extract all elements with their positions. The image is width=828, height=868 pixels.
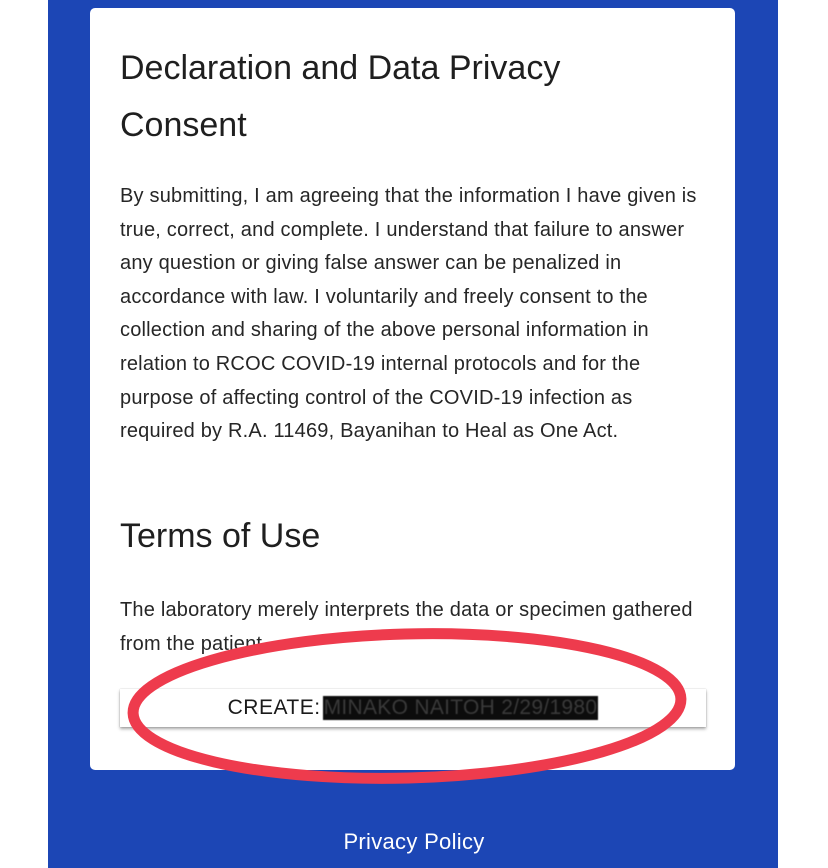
consent-title: Declaration and Data Privacy Consent xyxy=(120,49,561,144)
create-button-label: CREATE: xyxy=(227,696,321,719)
terms-text: The laboratory merely interprets the data or specimen gathered from the patient. xyxy=(120,599,693,655)
create-button[interactable] xyxy=(120,689,706,727)
redacted-patient-info: MINAKO NAITOH 2/29/1980 xyxy=(323,696,598,719)
consent-text: By submitting, I am agreeing that the information I have given is true, correct, and complete. I understand that failure to answer any question or giving false answer can be penalized in accordance with law. I voluntarily and freely consent to the collection and sharing of the above personal information in relation to RCOC COVID-19 internal protocols and for the purpose of affecting control of the COVID-19 infection as required by R.A. 11469, Bayanihan to Heal as One Act. xyxy=(120,185,697,443)
privacy-policy-link[interactable]: Privacy Policy xyxy=(343,829,485,854)
terms-title: Terms of Use xyxy=(120,517,321,555)
